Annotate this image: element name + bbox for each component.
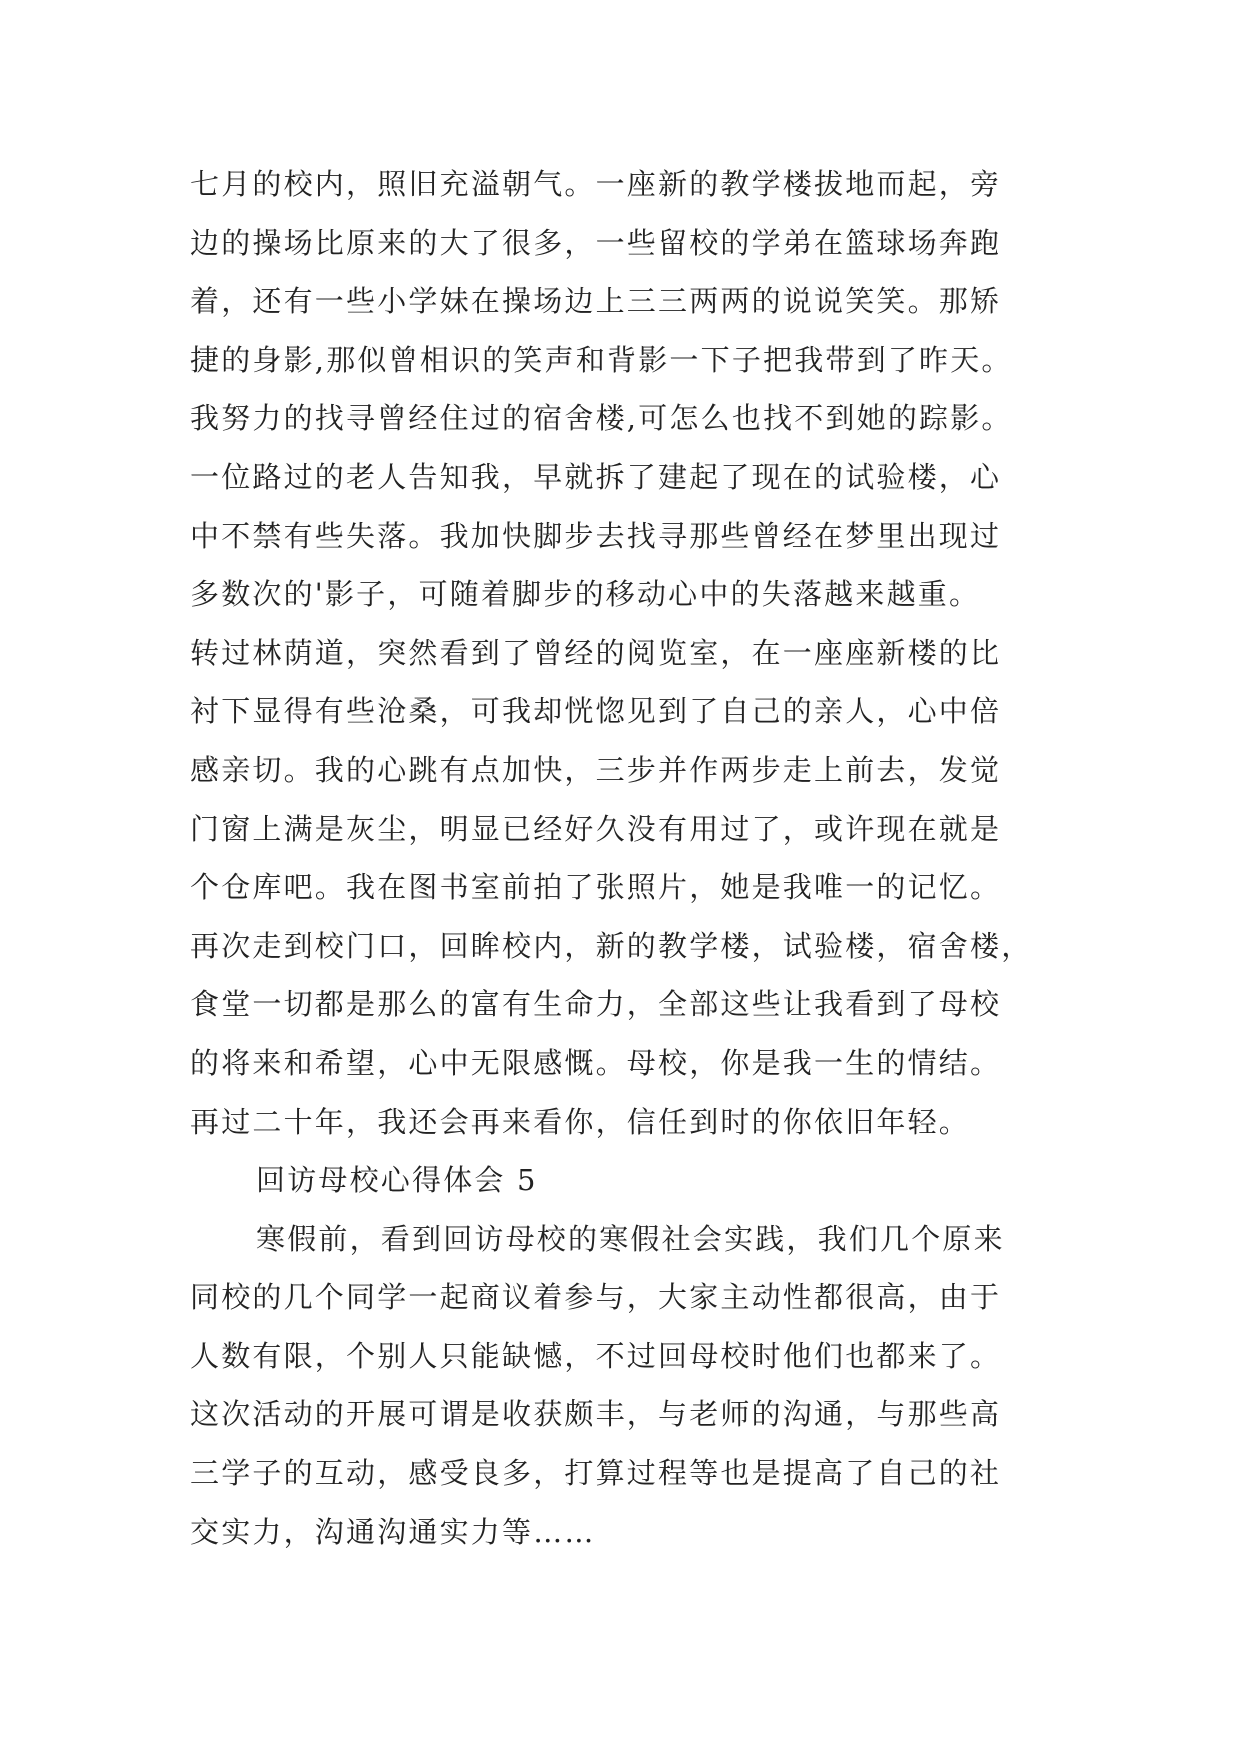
paragraph-line: 食堂一切都是那么的富有生命力，全部这些让我看到了母校 [190,987,1002,1022]
paragraph-line: 的将来和希望，心中无限感慨。母校，你是我一生的情结。 [190,1045,1002,1080]
paragraph-line: 交实力，沟通沟通实力等…… [190,1514,596,1549]
paragraph-line: 边的操场比原来的大了很多，一些留校的学弟在篮球场奔跑 [190,225,1002,260]
paragraph-line: 多数次的'影子，可随着脚步的移动心中的失落越来越重。 [190,577,981,612]
paragraph-line: 个仓库吧。我在图书室前拍了张照片，她是我唯一的记忆。 [190,870,1002,905]
paragraph-line: 同校的几个同学一起商议着参与，大家主动性都很高，由于 [190,1280,1002,1315]
paragraph-line: 门窗上满是灰尘，明显已经好久没有用过了，或许现在就是 [190,811,1002,846]
paragraph-line: 一位路过的老人告知我，早就拆了建起了现在的试验楼，心 [190,459,1002,494]
paragraph-line: 再次走到校门口，回眸校内，新的教学楼，试验楼，宿舍楼， [190,928,1033,963]
section-heading: 回访母校心得体会 5 [256,1163,538,1198]
document-body [190,155,1070,1561]
paragraph-line: 寒假前，看到回访母校的寒假社会实践，我们几个原来 [256,1221,1005,1256]
paragraph-line: 七月的校内，照旧充溢朝气。一座新的教学楼拔地而起，旁 [190,167,1002,201]
paragraph-line: 这次活动的开展可谓是收获颇丰，与老师的沟通，与那些高 [190,1397,1002,1432]
paragraph-line: 衬下显得有些沧桑，可我却恍惚见到了自己的亲人，心中倍 [190,694,1002,729]
paragraph-line: 人数有限，个别人只能缺憾，不过回母校时他们也都来了。 [190,1338,1002,1373]
paragraph-line: 转过林荫道，突然看到了曾经的阅览室，在一座座新楼的比 [190,635,1002,670]
paragraph-line: 再过二十年，我还会再来看你，信任到时的你依旧年轻。 [190,1104,971,1139]
paragraph-line: 我努力的找寻曾经住过的宿舍楼,可怎么也找不到她的踪影。 [190,401,1013,436]
paragraph-line: 着，还有一些小学妹在操场边上三三两两的说说笑笑。那矫 [190,284,1002,319]
paragraph-line: 感亲切。我的心跳有点加快，三步并作两步走上前去，发觉 [190,752,1002,787]
paragraph-line: 三学子的互动，感受良多，打算过程等也是提高了自己的社 [190,1456,1002,1491]
paragraph-line: 捷的身影,那似曾相识的笑声和背影一下子把我带到了昨天。 [190,342,1013,377]
paragraph-line: 中不禁有些失落。我加快脚步去找寻那些曾经在梦里出现过 [190,518,1002,553]
